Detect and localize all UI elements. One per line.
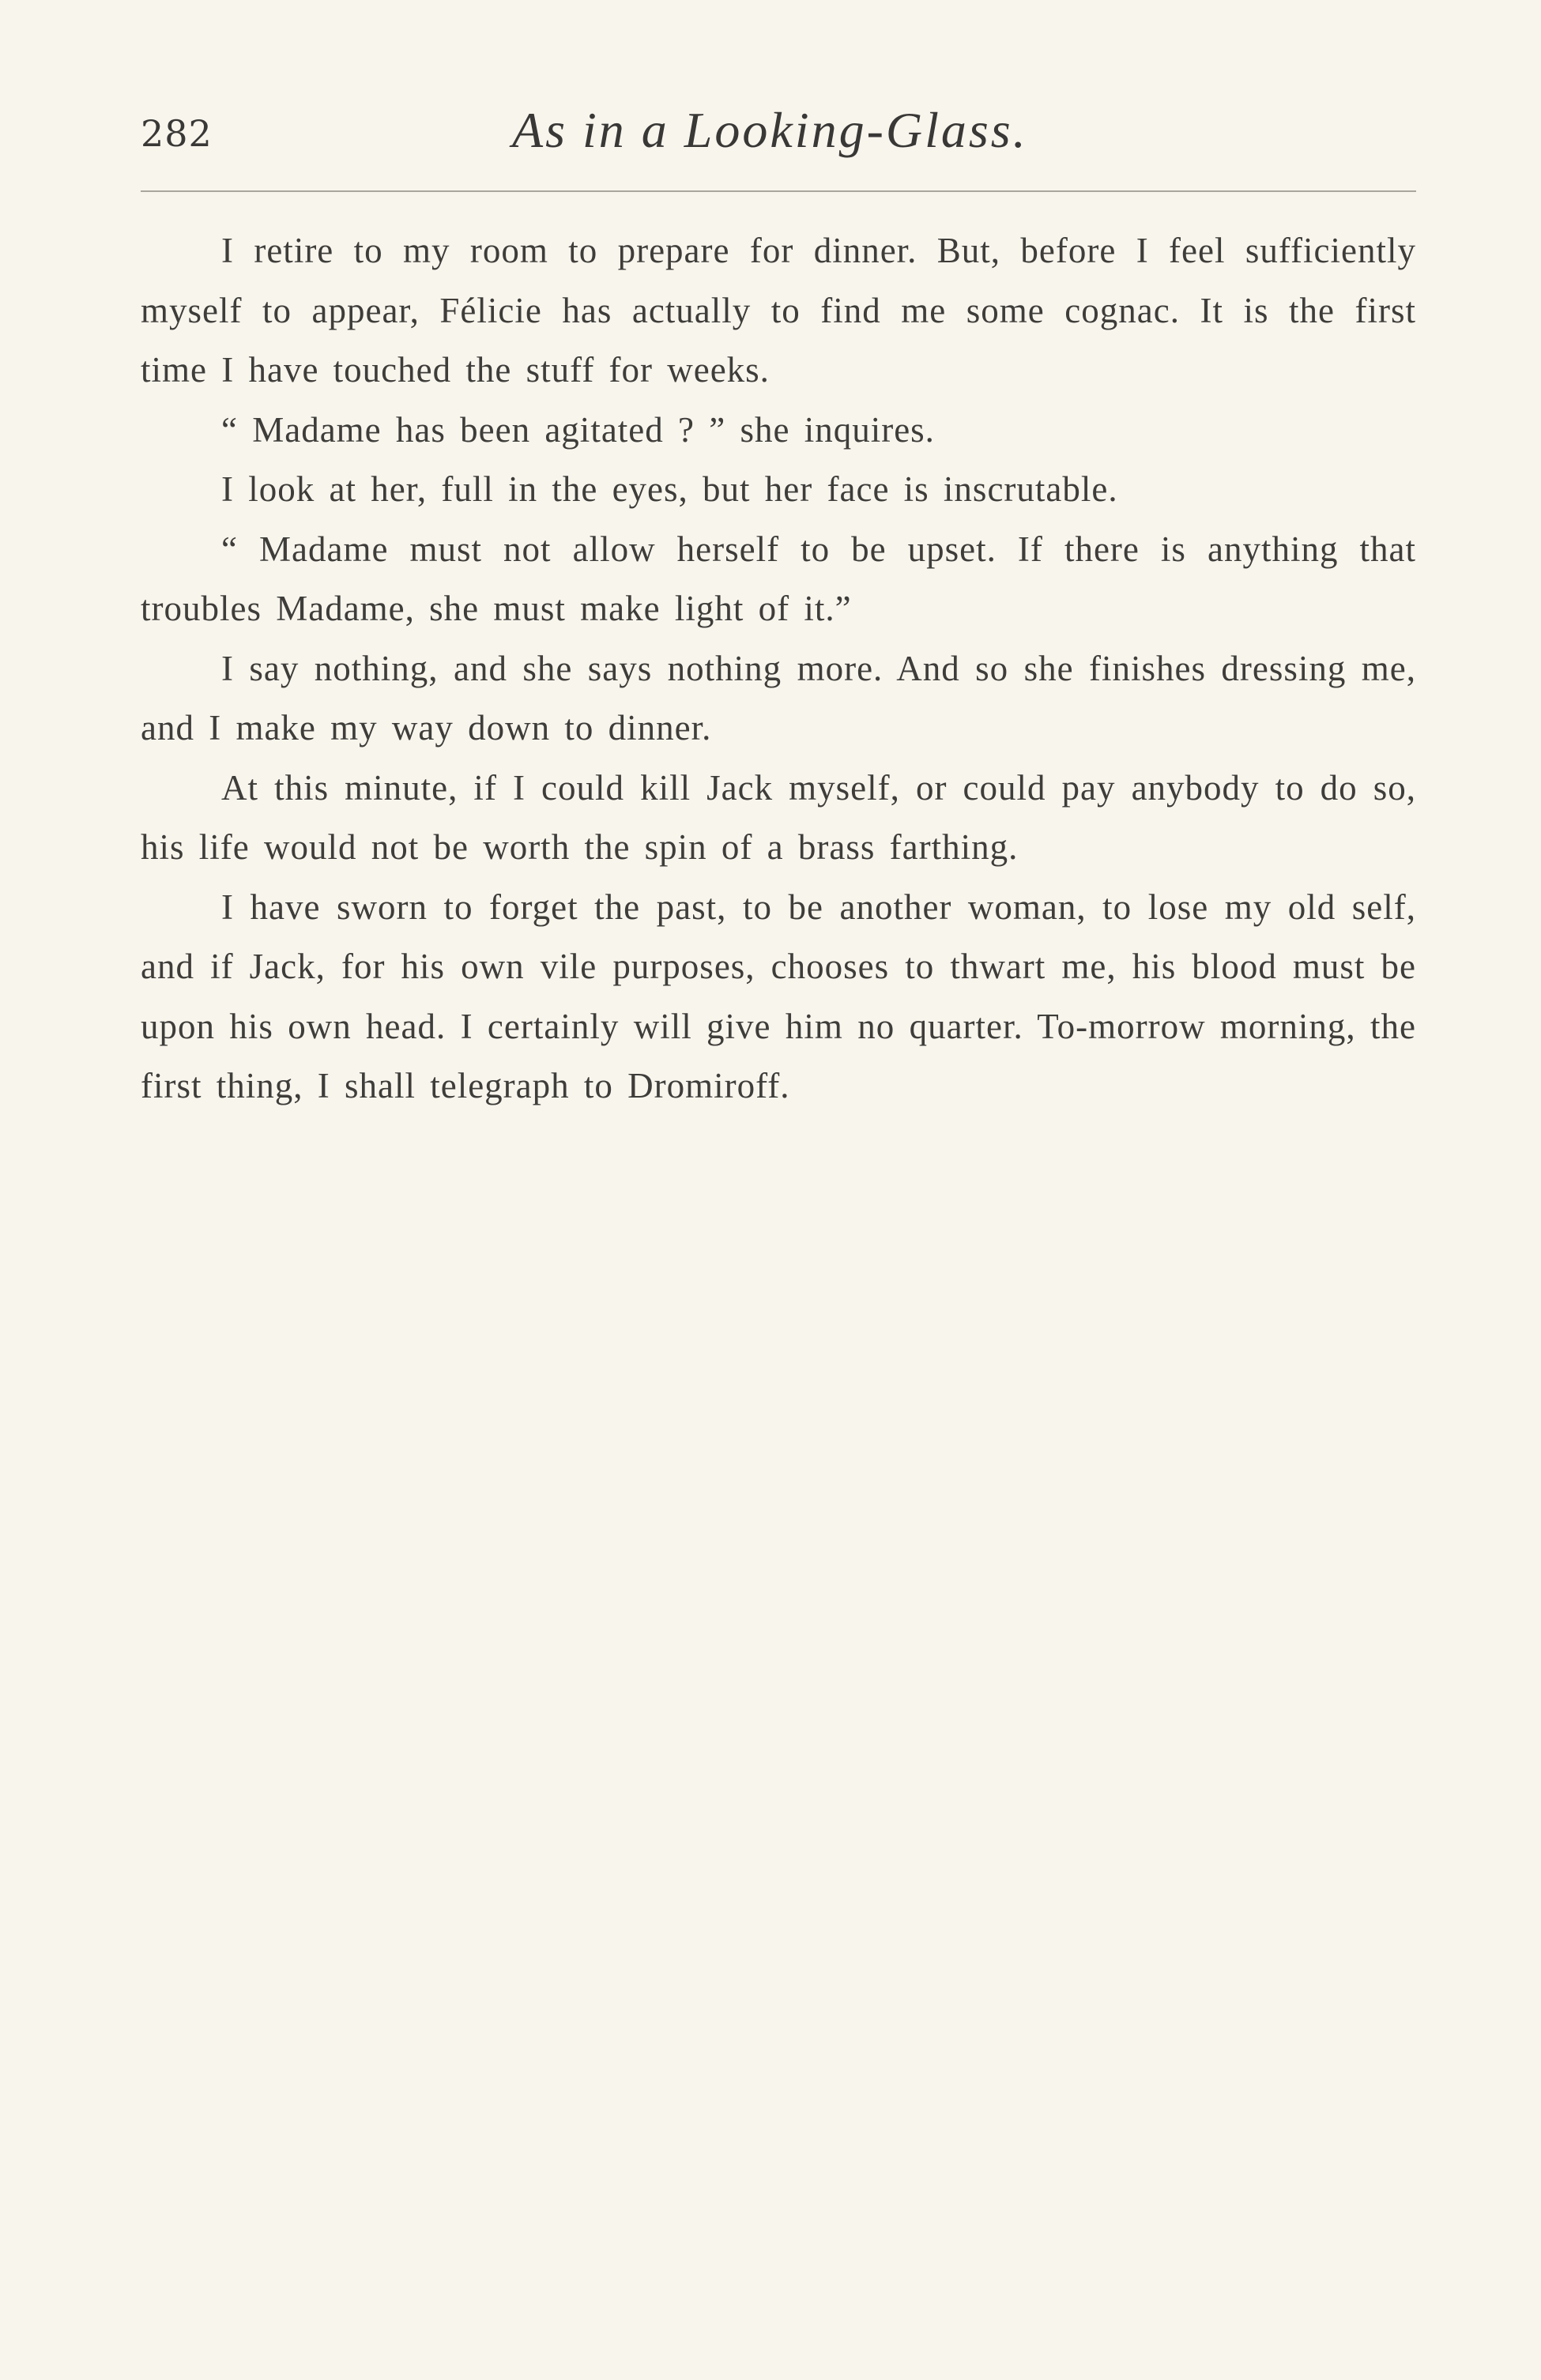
body-text <box>141 221 1416 1117</box>
paragraph: I have sworn to forget the past, to be another woman, to lose my old self, and if Jack, for his own vile purposes, chooses to thwart me, his blood must be upon his own head. I certainly will give him no quarter. To-morrow morning, the first thing, I shall telegraph to Dromiroff. <box>141 887 1416 1105</box>
running-title: As in a Looking-Glass. <box>512 102 1028 158</box>
paragraph: At this minute, if I could kill Jack myself, or could pay anybody to do so, his life would not be worth the spin of a brass farthing. <box>141 767 1416 867</box>
paragraph: I look at her, full in the eyes, but her face is inscrutable. <box>221 469 1118 509</box>
page-number: 282 <box>141 112 213 155</box>
paragraph: “ Madame must not allow herself to be upset. If there is anything that troubles Madame, she must make light of it.” <box>141 529 1416 628</box>
paragraph: I retire to my room to prepare for dinner. But, before I feel sufficiently myself to appear, Félicie has actually to find me some cognac. It is the first time I have touched the stuff for weeks. <box>141 231 1416 390</box>
running-head <box>141 101 1416 180</box>
paragraph: “ Madame has been agitated ? ” she inquires. <box>221 409 935 450</box>
paragraph: I say nothing, and she says nothing more. And so she finishes dressing me, and I make my way down to dinner. <box>141 648 1416 748</box>
header-rule <box>141 190 1416 192</box>
